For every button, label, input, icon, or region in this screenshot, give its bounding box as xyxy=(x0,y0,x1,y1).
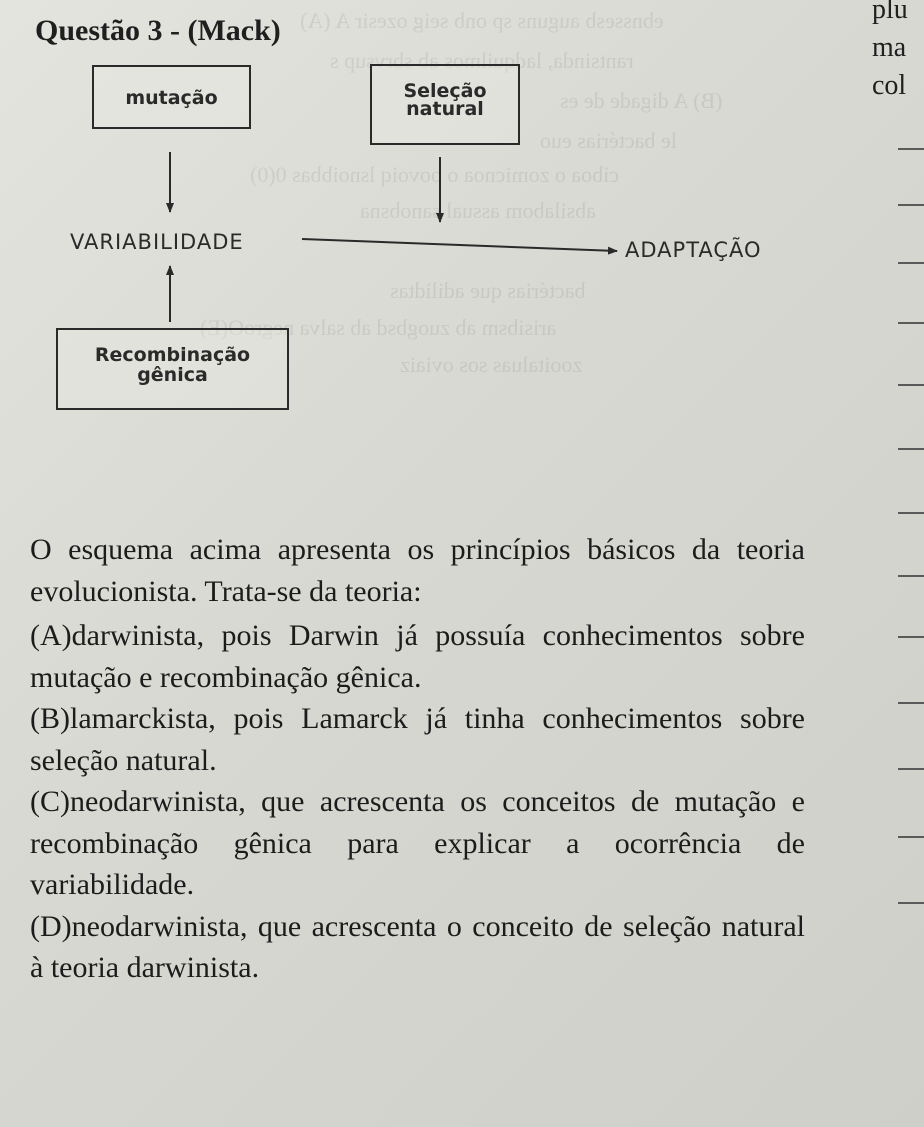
show-through-text: bactérias que adilidtas xyxy=(390,278,586,303)
box-mutacao xyxy=(92,65,251,129)
show-through-text: absilabom assual sanobsna xyxy=(360,198,596,223)
margin-dash xyxy=(898,512,924,514)
margin-dash xyxy=(898,836,924,838)
margin-dash xyxy=(898,768,924,770)
margin-dash xyxy=(898,575,924,577)
show-through-text: zooitaluas sos oviaiz xyxy=(400,352,583,377)
show-through-text: rantsinda, ladquilmos ab sbrvsup s xyxy=(330,48,634,73)
option-text: neodarwinista, que acrescenta o conceito de seleção natural à teoria darwinista. xyxy=(30,909,805,984)
show-through-text: (B) A digade de es xyxy=(560,88,723,113)
margin-dash xyxy=(898,902,924,904)
option-letter: (A) xyxy=(30,619,72,652)
show-through-text: arisibsm ab zuogbsd ab salva negroO(E) xyxy=(200,315,557,340)
box-mutacao-label: mutação xyxy=(125,87,218,109)
show-through-text: le bactérias euo xyxy=(540,128,677,153)
box-recombinacao-line1: Recombinação xyxy=(94,344,251,366)
option-c[interactable] xyxy=(30,781,805,906)
show-through-text: ebnssesb auguns sp onb seig ozesir A (A) xyxy=(300,8,664,33)
box-selecao-line1: Seleção xyxy=(403,80,487,102)
arrow-variabilidade-to-adaptacao xyxy=(302,239,617,251)
box-selecao-line2: natural xyxy=(406,98,484,120)
margin-fragment: ma xyxy=(872,32,907,63)
option-letter: (B) xyxy=(30,702,70,735)
question-prompt: O esquema acima apresenta os princípios básicos da teoria evolucionista. Trata-se da teoria: xyxy=(30,533,805,608)
margin-dash xyxy=(898,636,924,638)
option-text: neodarwinista, que acrescenta os conceitos de mutação e recombinação gênica para explicar a ocorrência de variabilidade. xyxy=(30,785,805,901)
answer-options xyxy=(30,615,805,989)
box-recombinacao-line2: gênica xyxy=(137,364,208,386)
option-letter: (D) xyxy=(30,909,72,943)
option-a[interactable] xyxy=(30,615,805,698)
box-selecao-natural xyxy=(370,64,520,145)
option-text: lamarckista, pois Lamarck já tinha conhecimentos sobre seleção natural. xyxy=(30,702,805,777)
option-text: darwinista, pois Darwin já possuía conhecimentos sobre mutação e recombinação gênica. xyxy=(30,619,805,694)
question-title: Questão 3 - (Mack) xyxy=(35,14,281,47)
margin-fragment: col xyxy=(872,70,907,101)
label-adaptacao: ADAPTAÇÃO xyxy=(625,238,762,262)
margin-dash xyxy=(898,702,924,704)
option-d[interactable] xyxy=(30,906,805,989)
box-recombinacao-genica xyxy=(56,328,289,410)
margin-fragment: plu xyxy=(872,0,908,25)
option-b[interactable] xyxy=(30,698,805,781)
label-variabilidade: VARIABILIDADE xyxy=(70,230,244,254)
show-through-text: ciboa o zomicnoa o oovoiq lsnoibbas 0(0) xyxy=(250,162,620,187)
option-letter: (C) xyxy=(30,785,70,818)
